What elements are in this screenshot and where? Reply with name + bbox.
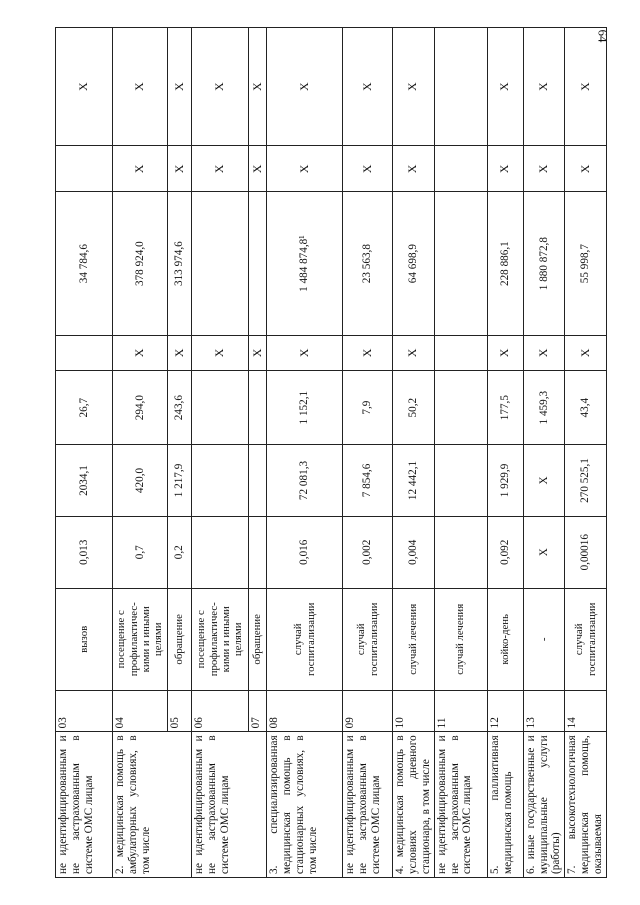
row-code: 09 bbox=[343, 690, 393, 732]
row-code: 14 bbox=[565, 690, 607, 732]
cell-value: 1 459,3 bbox=[523, 370, 565, 444]
page-number: 64 bbox=[595, 29, 611, 43]
cell-value: 313 974,6 bbox=[168, 192, 192, 335]
table-row bbox=[523, 28, 565, 878]
cell-value: 0,2 bbox=[168, 516, 192, 588]
row-unit: - bbox=[523, 588, 565, 690]
cell-value: 0,016 bbox=[267, 516, 343, 588]
row-name: 7. высокотехнологичная медицинская помощь, оказываемая bbox=[565, 732, 607, 878]
table-row bbox=[192, 28, 249, 878]
cell-value: X bbox=[56, 28, 113, 146]
row-name: не идентифицированным и не застрахованным в системе ОМС лицам bbox=[192, 732, 267, 878]
cell-value: X bbox=[267, 146, 343, 192]
cell-value bbox=[56, 335, 113, 370]
cell-value: 50,2 bbox=[393, 370, 435, 444]
cell-value: X bbox=[267, 28, 343, 146]
row-name: 3. специализированная медицинская помощь в стационарных условиях, в том числе bbox=[267, 732, 343, 878]
cell-value: X bbox=[113, 146, 168, 192]
cell-value: 294,0 bbox=[113, 370, 168, 444]
cell-value: X bbox=[249, 335, 267, 370]
cell-value: X bbox=[565, 146, 607, 192]
table-row bbox=[393, 28, 435, 878]
cell-value bbox=[192, 192, 249, 335]
cell-value: 64 698,9 bbox=[393, 192, 435, 335]
row-unit: обращение bbox=[249, 588, 267, 690]
cell-value: 1 217,9 bbox=[168, 445, 192, 516]
row-unit: посещение с профилактичес-кими и иными целями bbox=[192, 588, 249, 690]
cell-value: X bbox=[393, 28, 435, 146]
row-unit: койко-день bbox=[487, 588, 523, 690]
table-row bbox=[434, 28, 487, 878]
cell-value: X bbox=[523, 516, 565, 588]
cell-value: X bbox=[523, 445, 565, 516]
table-row bbox=[487, 28, 523, 878]
row-name: 6. иные государственные и муниципальные услуги (работы) bbox=[523, 732, 565, 878]
table-row bbox=[56, 28, 113, 878]
cell-value: X bbox=[393, 146, 435, 192]
cell-value: 0,7 bbox=[113, 516, 168, 588]
cell-value: X bbox=[343, 28, 393, 146]
cell-value: 270 525,1 bbox=[565, 445, 607, 516]
cell-value: X bbox=[267, 335, 343, 370]
cell-value: 0,092 bbox=[487, 516, 523, 588]
cell-value: 12 442,1 bbox=[393, 445, 435, 516]
cell-value: 7 854,6 bbox=[343, 445, 393, 516]
row-code: 11 bbox=[434, 690, 487, 732]
table-row bbox=[565, 28, 607, 878]
cell-value: X bbox=[192, 335, 249, 370]
row-unit: случай лечения bbox=[434, 588, 487, 690]
row-code: 06 bbox=[192, 690, 249, 732]
row-code: 05 bbox=[168, 690, 192, 732]
cell-value: 228 886,1 bbox=[487, 192, 523, 335]
row-name: не идентифицированным и не застрахованным в системе ОМС лицам bbox=[343, 732, 393, 878]
cell-value: X bbox=[192, 146, 249, 192]
row-name: 5. паллиативная медицинская помощь bbox=[487, 732, 523, 878]
rotated-table-container bbox=[55, 27, 604, 878]
row-code: 12 bbox=[487, 690, 523, 732]
cell-value: 1 929,9 bbox=[487, 445, 523, 516]
cell-value: X bbox=[168, 335, 192, 370]
row-code: 10 bbox=[393, 690, 435, 732]
cell-value bbox=[192, 445, 249, 516]
row-code: 04 bbox=[113, 690, 168, 732]
cell-value: X bbox=[523, 28, 565, 146]
cell-value: X bbox=[523, 146, 565, 192]
cell-value: X bbox=[565, 28, 607, 146]
row-unit: случай госпитализации bbox=[267, 588, 343, 690]
cell-value: X bbox=[343, 335, 393, 370]
table-row bbox=[343, 28, 393, 878]
cell-value bbox=[434, 335, 487, 370]
cell-value: 1 484 874,8¹ bbox=[267, 192, 343, 335]
cell-value: 420,0 bbox=[113, 445, 168, 516]
table-row bbox=[113, 28, 168, 878]
row-name: 4. медицинская помощь в условиях дневного стационара, в том числе bbox=[393, 732, 435, 878]
cell-value: X bbox=[113, 28, 168, 146]
cell-value: X bbox=[249, 146, 267, 192]
row-name: не идентифицированным и не застрахованным в системе ОМС лицам bbox=[434, 732, 487, 878]
cell-value: 55 998,7 bbox=[565, 192, 607, 335]
row-unit: вызов bbox=[56, 588, 113, 690]
row-unit: случай госпитализации bbox=[565, 588, 607, 690]
row-unit: случай лечения bbox=[393, 588, 435, 690]
cell-value bbox=[56, 146, 113, 192]
cell-value bbox=[249, 370, 267, 444]
cell-value: 0,004 bbox=[393, 516, 435, 588]
cell-value: 243,6 bbox=[168, 370, 192, 444]
cell-value: 177,5 bbox=[487, 370, 523, 444]
cell-value bbox=[249, 445, 267, 516]
cell-value bbox=[434, 445, 487, 516]
cell-value bbox=[192, 516, 249, 588]
cell-value: X bbox=[343, 146, 393, 192]
row-name: не идентифицированным и не застрахованным в системе ОМС лицам bbox=[56, 732, 113, 878]
cell-value: 0,002 bbox=[343, 516, 393, 588]
data-table bbox=[55, 27, 607, 878]
cell-value: X bbox=[523, 335, 565, 370]
row-unit: обращение bbox=[168, 588, 192, 690]
row-code: 07 bbox=[249, 690, 267, 732]
cell-value bbox=[192, 370, 249, 444]
cell-value: X bbox=[249, 28, 267, 146]
cell-value: X bbox=[168, 146, 192, 192]
cell-value: 378 924,0 bbox=[113, 192, 168, 335]
table-row bbox=[267, 28, 343, 878]
cell-value bbox=[434, 370, 487, 444]
cell-value: 0,013 bbox=[56, 516, 113, 588]
cell-value: X bbox=[113, 335, 168, 370]
row-name: 2. медицинская помощь в амбулаторных условиях, в том числе bbox=[113, 732, 192, 878]
cell-value bbox=[249, 192, 267, 335]
cell-value: 26,7 bbox=[56, 370, 113, 444]
row-code: 03 bbox=[56, 690, 113, 732]
row-unit: посещение с профилактичес-кими и иными целями bbox=[113, 588, 168, 690]
cell-value: X bbox=[487, 28, 523, 146]
cell-value bbox=[434, 146, 487, 192]
cell-value: 72 081,3 bbox=[267, 445, 343, 516]
cell-value bbox=[249, 516, 267, 588]
cell-value: 1 880 872,8 bbox=[523, 192, 565, 335]
cell-value: 0,00016 bbox=[565, 516, 607, 588]
row-code: 08 bbox=[267, 690, 343, 732]
cell-value: 7,9 bbox=[343, 370, 393, 444]
cell-value: X bbox=[168, 28, 192, 146]
cell-value: 43,4 bbox=[565, 370, 607, 444]
cell-value: 23 563,8 bbox=[343, 192, 393, 335]
cell-value: X bbox=[192, 28, 249, 146]
cell-value: X bbox=[487, 146, 523, 192]
cell-value: X bbox=[487, 335, 523, 370]
cell-value: 2034,1 bbox=[56, 445, 113, 516]
cell-value: X bbox=[393, 335, 435, 370]
cell-value: X bbox=[565, 335, 607, 370]
cell-value: 34 784,6 bbox=[56, 192, 113, 335]
cell-value bbox=[434, 516, 487, 588]
cell-value: 1 152,1 bbox=[267, 370, 343, 444]
row-code: 13 bbox=[523, 690, 565, 732]
cell-value bbox=[434, 28, 487, 146]
cell-value bbox=[434, 192, 487, 335]
row-unit: случай госпитализации bbox=[343, 588, 393, 690]
